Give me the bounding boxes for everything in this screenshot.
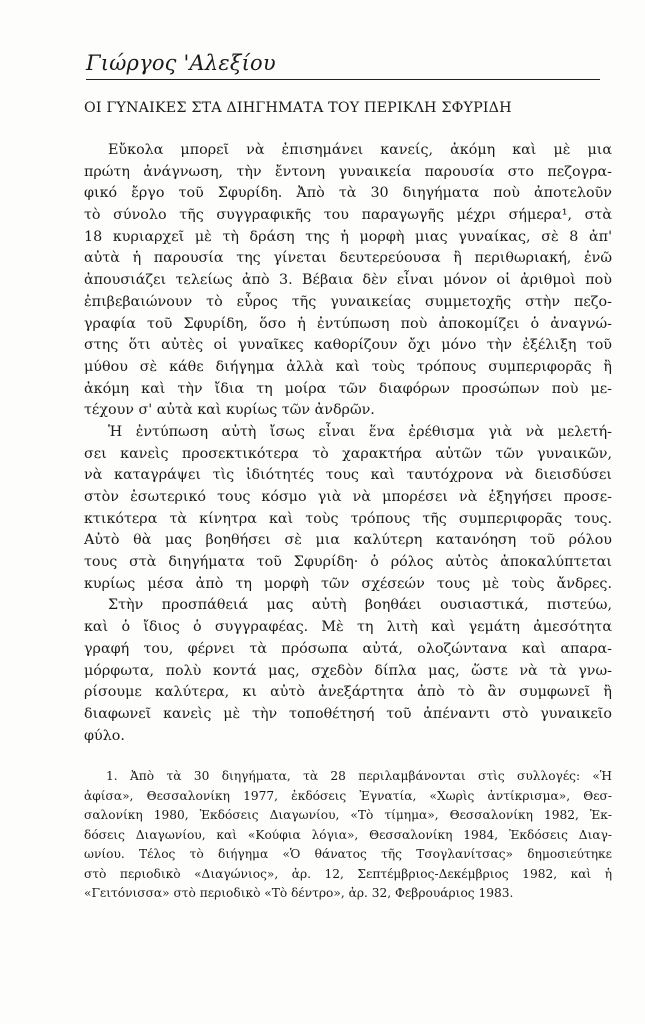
body-line: πρώτη ἀνάγνωση, τὴν ἔντονη γυναικεία παρουσία στο πεζογρα-: [84, 163, 612, 180]
footnote-line: 1. Ἀπὸ τὰ 30 διηγήματα, τὰ 28 περιλαμβάνονται στὶς συλλογές: «Ἡ: [106, 769, 612, 783]
body-line: Στὴν προσπάθειά μας αὐτὴ βοηθάει ουσιαστικά, πιστεύω,: [108, 597, 612, 614]
footnote-line: δόσεις Διαγωνίου, καὶ «Κούφια λόγια», Θεσσαλονίκη 1984, Ἐκδόσεις Διαγ-: [84, 827, 612, 842]
running-header: [86, 48, 600, 82]
body-line: καὶ ὁ ἴδιος ὁ συγγραφέας. Μὲ τη λιτὴ καὶ γεμάτη ἀμεσότητα: [84, 619, 612, 636]
body-line: κυρίως μέσα ἀπὸ τη μορφὴ τῶν σχέσεών τους μὲ τοὺς ἄνδρες.: [84, 575, 612, 592]
body-line: γραφία τοῦ Σφυρίδη, ὅσο ἡ ἐντύπωση ποὺ ἀποκομίζει ὁ ἀναγνώ-: [84, 315, 612, 332]
article-title: ΟΙ ΓΥΝΑΙΚΕΣ ΣΤΑ ΔΙΗΓΗΜΑΤΑ ΤΟΥ ΠΕΡΙΚΛΗ ΣΦΥΡΙΔΗ: [84, 100, 512, 116]
body-line: γραφή του, φέρνει τὰ πρόσωπα αὐτά, ολοζώντανα καὶ απαρα-: [84, 640, 612, 657]
body-line: φύλο.: [84, 727, 125, 744]
body-line: σει κανεὶς προσεκτικότερα τὸ χαρακτήρα αὐτῶν τῶν γυναικῶν,: [84, 445, 612, 462]
body-line: μόρφωτα, πολὺ κοντά μας, σχεδὸν δίπλα μας, ὥστε νὰ τὰ γνω-: [84, 662, 612, 679]
body-line: διαφωνεῖ κανεὶς μὲ τὴν τοποθέτησή τοῦ ἀπέναντι στὸ γυναικεῖο: [84, 705, 612, 722]
body-line: τὸ σύνολο τῆς συγγραφικῆς του παραγωγῆς μέχρι σήμερα¹, στὰ: [84, 207, 612, 224]
body-line: κτικότερα τὰ κίνητρα καὶ τοὺς τρόπους τῆς συμπεριφορᾶς τους.: [84, 510, 612, 527]
body-line: φικό ἔργο τοῦ Σφυρίδη. Ἀπὸ τὰ 30 διηγήματα ποὺ ἀποτελοῦν: [84, 185, 612, 202]
footnote-line: ἀφίσα», Θεσσαλονίκη 1977, ἐκδόσεις Ἐγνατία, «Χωρὶς ἀντίκρισμα», Θεσ-: [84, 788, 612, 803]
body-line: 18 κυριαρχεῖ μὲ τὴ δράση της ἡ μορφὴ μιας γυναίκας, σὲ 8 ἀπ': [84, 228, 612, 245]
header-rule: [86, 79, 600, 80]
body-line: τους στὰ διηγήματα τοῦ Σφυρίδη· ὁ ρόλος αὐτὸς ἀποκαλύπτεται: [84, 554, 612, 571]
body-line: νὰ καταγράψει τὶς ἰδιότητές τους καὶ ταυτόχρονα νὰ διεισδύσει: [84, 467, 612, 484]
footnote-line: στὸ περιοδικὸ «Διαγώνιος», ἀρ. 12, Σεπτέμβριος-Δεκέμβριος 1982, καὶ ἡ: [84, 866, 612, 881]
body-line: στὸν ἐσωτερικό τους κόσμο γιὰ νὰ μπορέσει νὰ ἐξηγήσει προσε-: [84, 489, 612, 505]
body-line: ρίσουμε καλύτερα, κι αὐτὸ ἀνεξάρτητα ἀπὸ τὸ ἂν συμφωνεῖ ἢ: [84, 684, 612, 701]
body-line: μύθου σὲ κάθε διήγημα ἀλλὰ καὶ τοὺς τρόπους συμπεριφορᾶς ἢ: [84, 358, 612, 375]
article-body: [84, 140, 612, 747]
footnote: [84, 767, 612, 904]
footnote-line: σαλονίκη 1980, Ἐκδόσεις Διαγωνίου, «Τὸ τίμημα», Θεσσαλονίκη 1982, Ἐκ-: [84, 808, 612, 822]
footnote-line: ωνίου. Τέλος τὸ διήγημα «Ὁ θάνατος τῆς Τσογλανίτσας» δημοσιεύτηκε: [84, 847, 612, 861]
body-line: ἐπιβεβαιώνουν τὸ εὖρος τῆς γυναικείας συμμετοχῆς στὴν πεζο-: [84, 293, 612, 310]
footnote-line: «Γειτόνισσα» στὸ περιοδικὸ «Τὸ δέντρο», ἀρ. 32, Φεβρουάριος 1983.: [84, 886, 514, 900]
body-line: Ἡ ἐντύπωση αὐτὴ ἴσως εἶναι ἕνα ἐρέθισμα γιὰ νὰ μελετή-: [108, 423, 612, 440]
body-line: τέχουν σ' αὐτὰ καὶ κυρίως τῶν ἀνδρῶν.: [84, 402, 375, 419]
body-line: αὐτὰ ἡ παρουσία της γίνεται δευτερεύουσα ἢ περιθωριακή, ἐνῶ: [84, 250, 612, 267]
body-line: Αὐτὸ θὰ μας βοηθήσει σὲ μια καλύτερη κατανόηση τοῦ ρόλου: [84, 532, 612, 549]
body-line: Εὔκολα μπορεῖ νὰ ἐπισημάνει κανείς, ἀκόμη καὶ μὲ μια: [108, 142, 612, 158]
body-line: στης ὅτι αὐτὲς οἱ γυναῖκες καθορίζουν ὄχι μόνο τὴν ἐξέλιξη τοῦ: [84, 337, 612, 354]
author-name: Γιώργος 'Αλεξίου: [86, 51, 276, 75]
body-line: ἀκόμη καὶ τὴν ἴδια τη μοίρα τῶν διαφόρων προσώπων ποὺ με-: [84, 380, 612, 397]
body-line: ἀπουσιάζει τελείως ἀπὸ 3. Βέβαια δὲν εἶναι μόνον οἱ ἀριθμοὶ ποὺ: [84, 272, 612, 289]
